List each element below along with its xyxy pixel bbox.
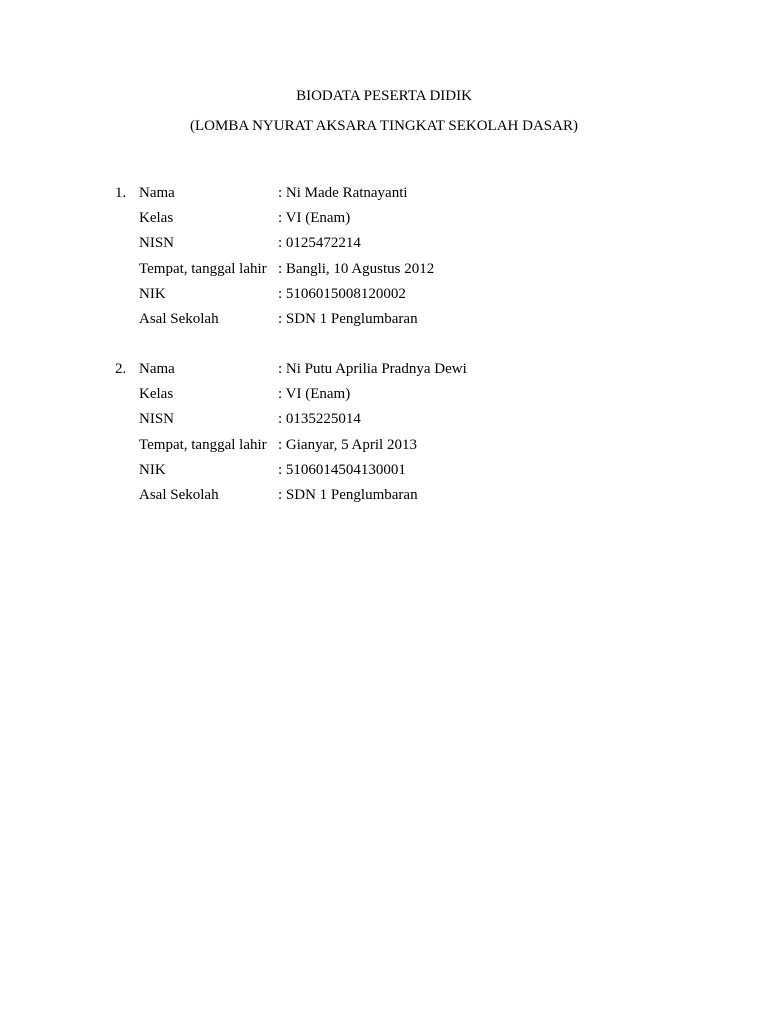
document-title: BIODATA PESERTA DIDIK (296, 88, 472, 104)
field-value: : 0125472214 (278, 235, 361, 252)
field-value: : 5106015008120002 (278, 285, 406, 302)
field-value: : Bangli, 10 Agustus 2012 (278, 260, 435, 277)
field-label: Nama (139, 185, 175, 201)
field-row-nama (115, 184, 715, 209)
document-subtitle: (LOMBA NYURAT AKSARA TINGKAT SEKOLAH DASAR) (190, 118, 578, 134)
field-label: Kelas (139, 210, 174, 227)
field-label: Nama (139, 361, 175, 377)
field-label: NIK (139, 285, 166, 302)
field-row-nisn (115, 234, 715, 259)
field-value: : VI (Enam) (278, 386, 351, 403)
field-value: : Gianyar, 5 April 2013 (278, 436, 417, 453)
field-row-nik (115, 461, 715, 486)
entry-number: 2. (115, 361, 127, 377)
field-label: Asal Sekolah (139, 486, 219, 503)
field-row-ttl (115, 436, 715, 461)
field-row-nisn (115, 410, 715, 435)
student-entry-1 (115, 184, 715, 335)
field-value: : 5106014504130001 (278, 461, 406, 478)
field-value: : Ni Made Ratnayanti (278, 185, 408, 201)
field-label: Tempat, tanggal lahir (139, 260, 267, 277)
field-row-asal-sekolah (115, 310, 715, 335)
field-row-ttl (115, 260, 715, 285)
field-label: NISN (139, 411, 175, 428)
field-label: Asal Sekolah (139, 310, 219, 327)
field-label: Tempat, tanggal lahir (139, 436, 267, 453)
field-value: : Ni Putu Aprilia Pradnya Dewi (278, 361, 467, 377)
field-row-nama (115, 360, 715, 385)
entry-number: 1. (115, 185, 127, 201)
field-value: : 0135225014 (278, 411, 361, 428)
field-value: : SDN 1 Penglumbaran (278, 486, 418, 503)
field-row-kelas (115, 385, 715, 410)
field-row-nik (115, 285, 715, 310)
field-label: NISN (139, 235, 175, 252)
field-value: : VI (Enam) (278, 210, 351, 227)
field-value: : SDN 1 Penglumbaran (278, 310, 418, 327)
field-label: Kelas (139, 386, 174, 403)
field-label: NIK (139, 461, 166, 478)
field-row-kelas (115, 209, 715, 234)
field-row-asal-sekolah (115, 486, 715, 511)
student-entry-2 (115, 360, 715, 511)
